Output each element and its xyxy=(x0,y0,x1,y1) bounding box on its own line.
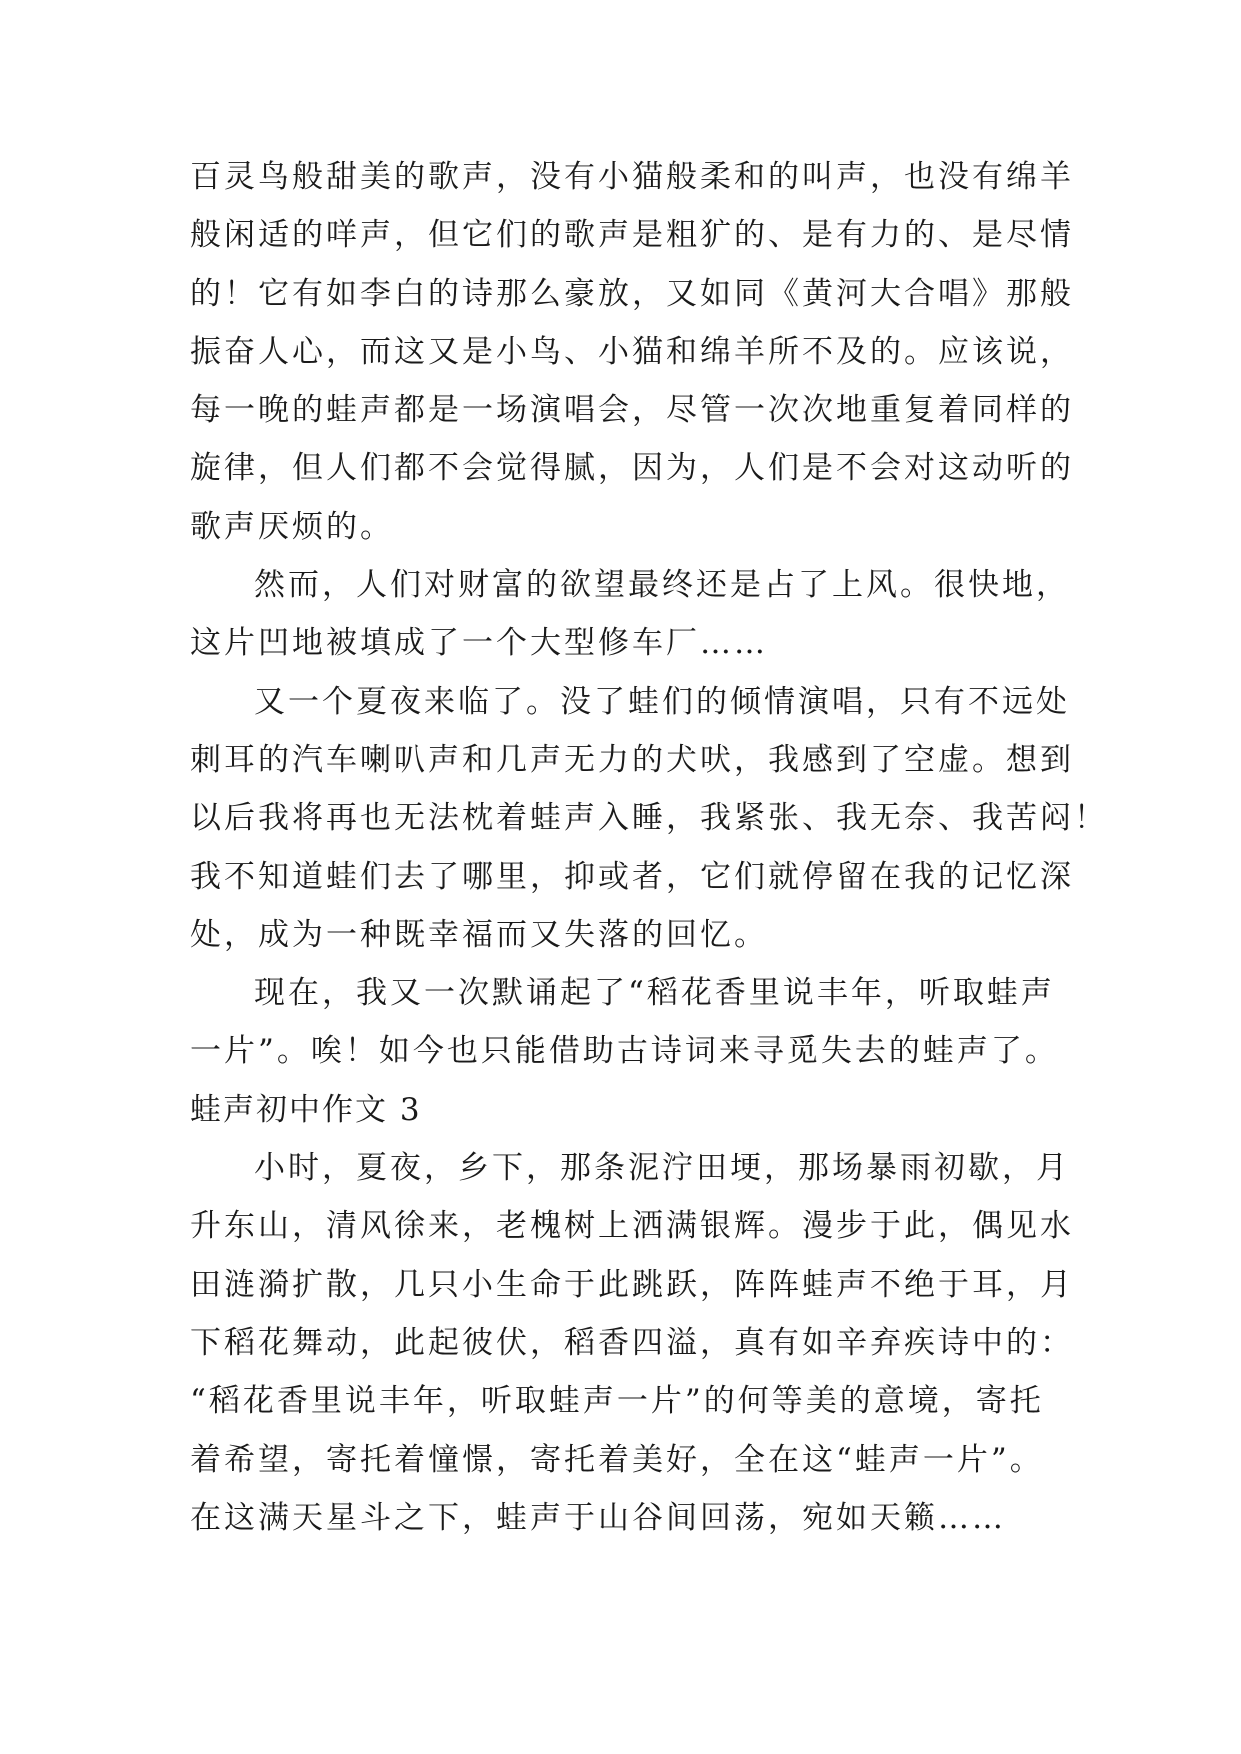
text-line: 每一晚的蛙声都是一场演唱会，尽管一次次地重复着同样的 xyxy=(190,392,1074,429)
paragraph-first-line: 现在，我又一次默诵起了“稻花香里说丰年，听取蛙声 xyxy=(254,975,1055,1012)
paragraph-first-line: 小时，夏夜，乡下，那条泥泞田埂，那场暴雨初歇，月 xyxy=(254,1150,1070,1187)
text-line: 振奋人心，而这又是小鸟、小猫和绵羊所不及的。应该说， xyxy=(190,333,1074,370)
text-line: “稻花香里说丰年，听取蛙声一片”的何等美的意境，寄托 xyxy=(190,1383,1044,1420)
paragraph-first-line: 又一个夏夜来临了。没了蛙们的倾情演唱，只有不远处 xyxy=(254,683,1070,720)
text-line: 田涟漪扩散，几只小生命于此跳跃，阵阵蛙声不绝于耳，月 xyxy=(190,1266,1074,1303)
text-line: 歌声厌烦的。 xyxy=(190,508,394,545)
text-line: 刺耳的汽车喇叭声和几声无力的犬吠，我感到了空虚。想到 xyxy=(190,741,1074,778)
text-line: 般闲适的咩声，但它们的歌声是粗犷的、是有力的、是尽情 xyxy=(190,217,1074,254)
text-line: 着希望，寄托着憧憬，寄托着美好，全在这“蛙声一片”。 xyxy=(190,1441,1044,1478)
text-line: 我不知道蛙们去了哪里，抑或者，它们就停留在我的记忆深 xyxy=(190,858,1074,895)
text-line: 的！它有如李白的诗那么豪放，又如同《黄河大合唱》那般 xyxy=(190,275,1074,312)
text-line: 一片”。唉！如今也只能借助古诗词来寻觅失去的蛙声了。 xyxy=(190,1033,1059,1070)
text-line: 百灵鸟般甜美的歌声，没有小猫般柔和的叫声，也没有绵羊 xyxy=(190,159,1074,195)
text-line: 以后我将再也无法枕着蛙声入睡，我紧张、我无奈、我苦闷！ xyxy=(190,800,1108,837)
text-line: 下稻花舞动，此起彼伏，稻香四溢，真有如辛弃疾诗中的： xyxy=(190,1324,1074,1361)
text-line: 升东山，清风徐来，老槐树上洒满银辉。漫步于此，偶见水 xyxy=(190,1208,1074,1245)
document-page xyxy=(190,148,1108,1547)
paragraph-first-line: 然而，人们对财富的欲望最终还是占了上风。很快地， xyxy=(254,567,1070,604)
section-heading: 蛙声初中作文 3 xyxy=(190,1091,422,1128)
text-line: 这片凹地被填成了一个大型修车厂…… xyxy=(190,625,768,662)
text-line: 旋律，但人们都不会觉得腻，因为，人们是不会对这动听的 xyxy=(190,450,1074,487)
text-line: 处，成为一种既幸福而又失落的回忆。 xyxy=(190,916,768,953)
text-line: 在这满天星斗之下，蛙声于山谷间回荡，宛如天籁…… xyxy=(190,1499,1006,1536)
